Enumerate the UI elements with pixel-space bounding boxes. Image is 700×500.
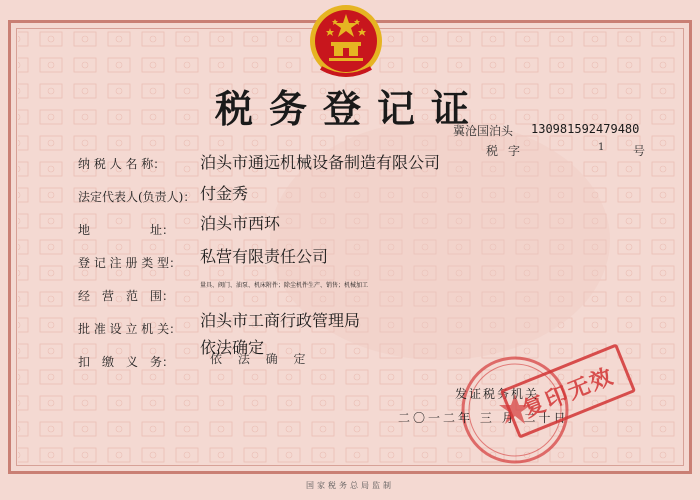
document-title: 税务登记证 xyxy=(214,86,485,131)
tax-number: 1 xyxy=(598,142,605,153)
registration-prefix: 冀沧国泊头 xyxy=(453,124,514,138)
field-value-approving-authority: 泊头市工商行政管理局 xyxy=(200,311,361,330)
issuing-authority: 发证税务机关 xyxy=(455,387,540,401)
field-label-address: 地 址： xyxy=(78,223,175,237)
field-label-legal-representative: 法定代表人(负责人)： xyxy=(78,190,196,204)
tax-unit: 号 xyxy=(633,144,646,158)
field-value-registration-type: 私营有限责任公司 xyxy=(200,247,329,266)
field-label-registration-type: 登 记 注 册 类 型： xyxy=(78,256,182,270)
issue-date: 二〇一二年 三 月 二十日 xyxy=(398,411,569,425)
field-value-business-scope: 量具、阀门、油泵、机床附件；除尘机件生产、销售；机械加工 xyxy=(200,282,369,289)
stamp-text: 复印无效 xyxy=(519,363,618,423)
national-emblem-icon xyxy=(307,2,385,80)
field-label-approving-authority: 批 准 设 立 机 关： xyxy=(78,322,182,336)
field-value-withholding-obligation: 依法确定 xyxy=(200,338,265,357)
field-label-taxpayer-name: 纳 税 人 名 称： xyxy=(78,157,166,171)
printed-default-value: 依 法 确 定 xyxy=(210,352,312,366)
field-label-business-scope: 经 营 范 围： xyxy=(78,289,175,303)
footer-supervisor: 国家税务总局监制 xyxy=(306,481,394,490)
field-label-withholding-obligation: 扣 缴 义 务： xyxy=(78,355,175,369)
field-value-address: 泊头市西环 xyxy=(200,214,281,233)
field-value-legal-representative: 付金秀 xyxy=(200,184,249,203)
field-value-taxpayer-name: 泊头市通远机械设备制造有限公司 xyxy=(200,153,441,172)
tax-word: 税字 xyxy=(486,144,531,158)
registration-number: 130981592479480 xyxy=(531,122,640,136)
